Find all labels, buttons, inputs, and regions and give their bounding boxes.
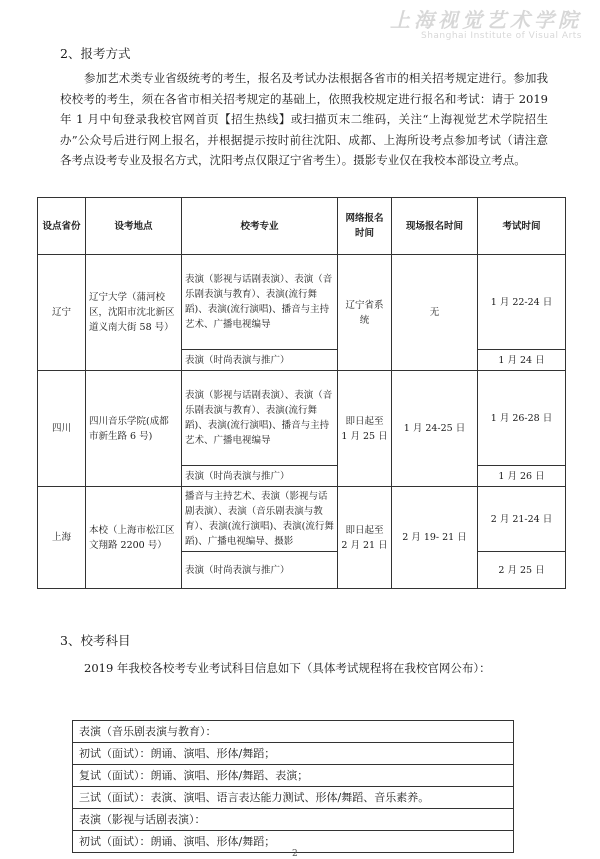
online-registration-cell: 即日起至 2 月 21 日 (338, 487, 392, 589)
location-cell: 辽宁大学（蒲河校区，沈阳市沈北新区道义南大街 58 号） (86, 255, 182, 371)
online-registration-cell: 即日起至 1 月 25 日 (338, 371, 392, 487)
table-row (38, 255, 566, 350)
list-item: 表演（音乐剧表演与教育）： (73, 721, 513, 743)
major-cell: 播音与主持艺术、表演（影视与话剧表演）、表演（音乐剧表演与教育）、表演(流行演唱)、表演(流行舞蹈)、广播电视编导、摄影 (182, 487, 338, 552)
onsite-registration-cell: 2 月 19- 21 日 (392, 487, 478, 589)
major-cell: 表演（影视与话剧表演）、表演（音乐剧表演与教育）、表演(流行舞蹈)、表演(流行演唱)、播音与主持艺术、广播电视编导 (182, 255, 338, 350)
online-registration-cell: 辽宁省系统 (338, 255, 392, 371)
table-row (38, 371, 566, 466)
section-3-heading: 3、校考科目 (60, 633, 131, 648)
province-cell: 辽宁 (38, 255, 86, 371)
header-online-registration: 网络报名时间 (338, 198, 392, 255)
exam-time-cell: 1 月 24 日 (478, 350, 566, 371)
header-major: 校考专业 (182, 198, 338, 255)
list-item: 表演（影视与话剧表演）： (73, 809, 513, 831)
major-cell: 表演（影视与话剧表演）、表演（音乐剧表演与教育）、表演(流行舞蹈)、表演(流行演唱)、播音与主持艺术、广播电视编导 (182, 371, 338, 466)
exam-time-cell: 2 月 25 日 (478, 552, 566, 589)
list-item: 初试（面试）：朗诵、演唱、形体/舞蹈； (73, 743, 513, 765)
list-item: 复试（面试）：朗诵、演唱、形体/舞蹈、表演； (73, 765, 513, 787)
table-row (38, 487, 566, 552)
location-cell: 四川音乐学院(成都市新生路 6 号) (86, 371, 182, 487)
page-number: 2 (292, 849, 298, 859)
exam-time-cell: 1 月 26-28 日 (478, 371, 566, 466)
section-3-intro: 2019 年我校各校考专业考试科目信息如下（具体考试规程将在我校官网公布）： (84, 661, 491, 675)
header-location: 设考地点 (86, 198, 182, 255)
major-cell: 表演（时尚表演与推广） (182, 350, 338, 371)
onsite-registration-cell: 无 (392, 255, 478, 371)
major-cell: 表演（时尚表演与推广） (182, 552, 338, 589)
watermark (252, 4, 582, 41)
exam-time-cell: 1 月 26 日 (478, 466, 566, 487)
header-province: 设点省份 (38, 198, 86, 255)
province-cell: 上海 (38, 487, 86, 589)
section-2-paragraph: 参加艺术类专业省级统考的考生，报名及考试办法根据各省市的相关招考规定进行。参加我校校考的考生，须在各省市相关招考规定的基础上，依照我校规定进行报名和考试：请于 2019 年 1 月中旬登录我校官网首页【招生热线】或扫描页末二维码，关注“上海视觉艺术学院招生办”公众号后进行网上报名，并根据提示按时前往沈阳、成都、上海所设考点参加考试（请注意各考点设考专业及报名方式，沈阳考点仅限辽宁省考生）。摄影专业仅在我校本部设立考点。 (60, 71, 548, 167)
exam-time-cell: 2 月 21-24 日 (478, 487, 566, 552)
header-exam-time: 考试时间 (478, 198, 566, 255)
list-item: 初试（面试）：朗诵、演唱、形体/舞蹈； (79, 835, 276, 848)
header-onsite-registration: 现场报名时间 (392, 198, 478, 255)
table-header-row (38, 198, 566, 255)
major-cell: 表演（时尚表演与推广） (182, 466, 338, 487)
province-cell: 四川 (38, 371, 86, 487)
exam-sites-table (37, 197, 566, 589)
location-cell: 本校（上海市松江区文翔路 2200 号） (86, 487, 182, 589)
watermark-chinese: 上海视觉艺术学院 (390, 8, 582, 32)
exam-subjects-box (72, 720, 514, 853)
exam-time-cell: 1 月 22-24 日 (478, 255, 566, 350)
onsite-registration-cell: 1 月 24-25 日 (392, 371, 478, 487)
list-item: 三试（面试）：表演、演唱、语言表达能力测试、形体/舞蹈、音乐素养。 (73, 787, 513, 809)
watermark-english: Shanghai Institute of Visual Arts (420, 31, 582, 41)
section-2-heading: 2、报考方式 (60, 46, 131, 61)
